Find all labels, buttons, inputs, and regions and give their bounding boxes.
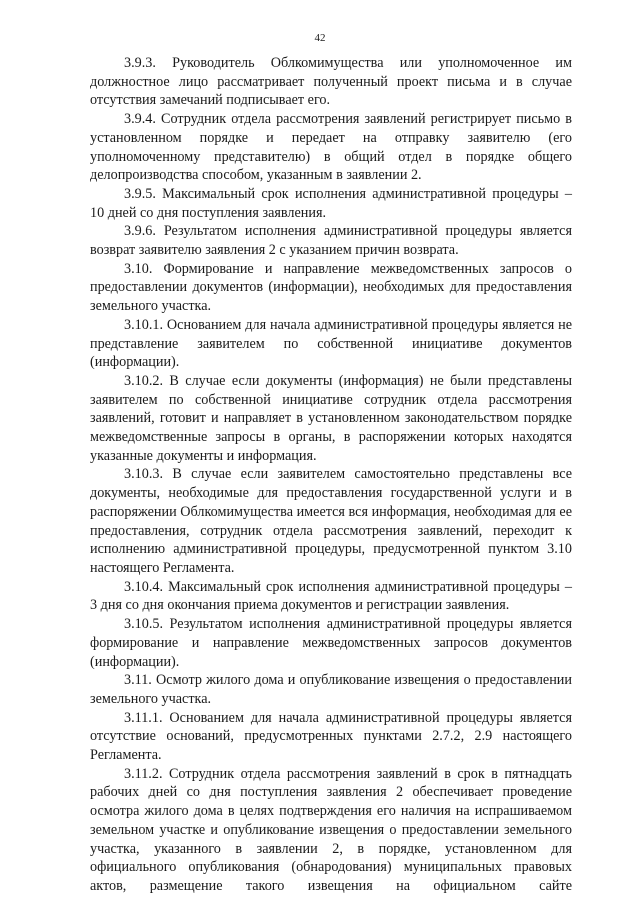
paragraph-3-9-5: 3.9.5. Максимальный срок исполнения административной процедуры – 10 дней со дня поступления заявления. [90,185,572,221]
paragraph-3-9-4: 3.9.4. Сотрудник отдела рассмотрения заявлений регистрирует письмо в установленном порядке и передает на отправку заявителю (его уполномоченному представителю) в общий отдел в порядке общего делопроизводства способом, указанным в заявлении 2. [90,111,572,184]
paragraph-3-10-5: 3.10.5. Результатом исполнения административной процедуры является формирование и направление межведомственных запросов документов (информации). [90,616,572,670]
paragraph-3-10: 3.10. Формирование и направление межведомственных запросов о предоставлении документов (информации), необходимых для предоставления земельного участка. [90,260,572,315]
paragraph-3-10-2: 3.10.2. В случае если документы (информация) не были представлены заявителем по собственной инициативе сотрудник отдела рассмотрения заявлений, готовит и направляет в установленном законодательством порядке межведомственные запросы в органы, в распоряжении которых находятся указанные документы и информация. [90,372,572,464]
paragraph-3-10-3: 3.10.3. В случае если заявителем самостоятельно представлены все документы, необходимые для предоставления государственной услуги и в распоряжении Облкомимущества имеется вся информация, необходимая для ее предоставления, сотрудник отдела рассмотрения заявлений, переходит к исполнению административной процедуры, предусмотренной пунктом 3.10 настоящего Регламента. [90,466,572,576]
paragraph-3-11-2: 3.11.2. Сотрудник отдела рассмотрения заявлений в срок в пятнадцать рабочих дней со дня поступления заявления 2 обеспечивает проведение осмотра жилого дома в целях подтверждения его наличия на испрашиваемом земельном участке и опубликование извещения о предоставлении земельного участка, указанного в заявлении 2, в порядке, установленном для официального опубликования (обнародования) муниципальных правовых актов, размещение такого извещения на официальном сайте [90,765,572,894]
paragraph-3-10-1: 3.10.1. Основанием для начала административной процедуры является не представление заявителем по собственной инициативе документов (информации). [90,316,572,371]
paragraph-3-9-6: 3.9.6. Результатом исполнения административной процедуры является возврат заявителю заявления 2 с указанием причин возврата. [90,223,572,259]
paragraph-3-11: 3.11. Осмотр жилого дома и опубликование извещения о предоставлении земельного участка. [90,672,572,707]
page-number: 42 [314,32,326,44]
document-body [90,54,572,896]
paragraph-3-10-4: 3.10.4. Максимальный срок исполнения административной процедуры – 3 дня со дня окончания приема документов и регистрации заявления. [90,578,572,614]
paragraph-3-11-1: 3.11.1. Основанием для начала административной процедуры является отсутствие оснований, предусмотренных пунктами 2.7.2, 2.9 настоящего Регламента. [90,709,572,764]
paragraph-3-9-3: 3.9.3. Руководитель Облкомимущества или уполномоченное им должностное лицо рассматривает полученный проект письма и в случае отсутствия замечаний подписывает его. [90,55,572,109]
